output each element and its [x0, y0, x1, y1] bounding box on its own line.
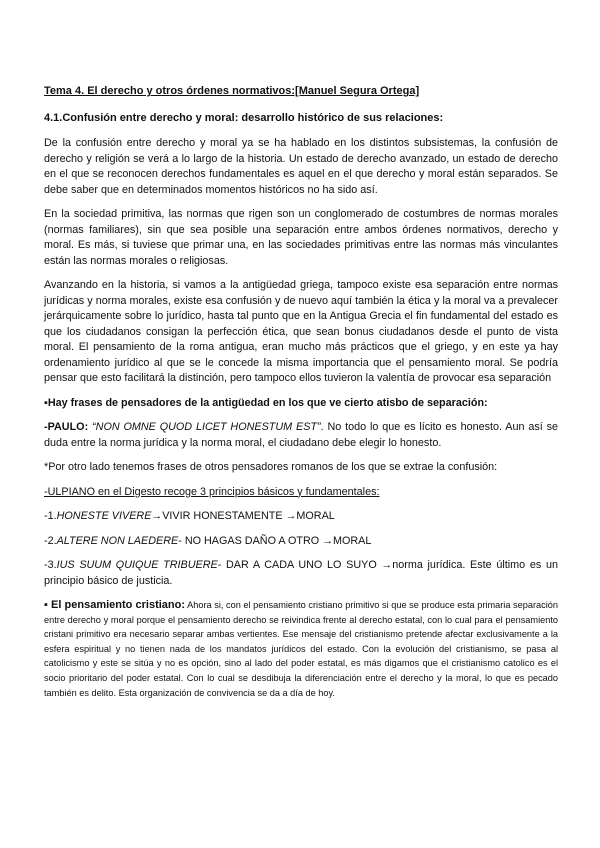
principle-item-2 [44, 534, 558, 550]
cristiano-text: Ahora si, con el pensamiento cristiano primitivo si que se produce esta primaria separación entre derecho y moral porque el pensamiento derecho se reivindica frente al derecho estatal, con lo cual para el pensamiento cristani primitivo era necesario separar ambas vertientes. Ese mensaje del cristianismo pretende afectar exclusivamente a la esfera espiritual y no tienen nada de los mandatos jurídicos del estado. Con la evolución del cristianismo, se pasa al catolicismo y este se sitúa y no es opción, sino al lado del poder estatal, es más digamos que el cristianismo catolico es el socio prioritario del poder estatal. Con lo cual se desdibuja la diferenciación entre el derecho y la moral, lo que es pecado también es delito. Esta organización de convivencia se da a día de hoy. [44, 600, 558, 698]
section-heading: 4.1.Confusión entre derecho y moral: desarrollo histórico de sus relaciones: [44, 112, 444, 124]
paulo-quote: “NON OMNE QUOD LICET HONESTUM EST” [92, 421, 321, 433]
document-title: Tema 4. El derecho y otros órdenes normativos:[Manuel Segura Ortega] [44, 85, 420, 97]
paragraph-2: En la sociedad primitiva, las normas que rigen son un conglomerado de costumbres de normas morales (normas familiares), sin que sea posible una separación entre ambos órdenes normativos, derecho y moral. Es más, si tuviese que primar una, en las sociedades primitivas entre las normas más vinculantes están las normas morales o religiosas. [44, 208, 558, 267]
ulpiano-line: -ULPIANO en el Digesto recoge 3 principios básicos y fundamentales: [44, 485, 380, 498]
document-page [44, 84, 558, 700]
item-text: - NO HAGAS DAÑO A OTRO →MORAL [178, 534, 372, 547]
item-latin: HONESTE VIVERE [56, 510, 152, 522]
item-number: -2. [44, 534, 57, 547]
principle-item-1 [44, 509, 558, 525]
item-text: →VIVIR HONESTAMENTE →MORAL [151, 510, 335, 522]
item-latin: ALTERE NON LAEDERE [56, 534, 179, 547]
paragraph-1: De la confusión entre derecho y moral ya se ha hablado en los distintos subsistemas, la confusión de derecho y religión se verá a lo largo de la historia. Un estado de derecho avanzado, un estado de derecho en el que se reconocen derechos fundamentales es aquel en el que derecho y moral están separados. Se debe saber que en determinados momentos históricos no ha sido así. [44, 137, 558, 196]
paragraph-4: ▪Hay frases de pensadores de la antigüedad en los que ve cierto atisbo de separación: [44, 396, 488, 409]
paulo-paragraph [44, 420, 558, 451]
cristiano-paragraph [44, 598, 558, 700]
item-latin: IUS SUUM QUIQUE TRIBUERE [56, 559, 218, 571]
item-number: -1. [44, 510, 57, 522]
item-text: - DAR A CADA UNO LO SUYO →norma jurídica. Este último es un principio básico de justicia. [44, 559, 558, 587]
paulo-label: -PAULO: [44, 421, 89, 433]
principle-item-3 [44, 558, 558, 589]
item-number: -3. [44, 559, 57, 571]
cristiano-lead: ▪ El pensamiento cristiano: [44, 599, 186, 611]
paulo-rest: . No todo lo que es lícito es honesto. Aun así se duda entre la norma jurídica y la norma moral, el ciudadano debe elegir lo honesto. [44, 421, 559, 449]
paragraph-3: Avanzando en la historia, si vamos a la antigüedad griega, tampoco existe esa separación entre normas jurídicas y norma morales, existe esa confusión y de nuevo aquí también la ética y la moral va a prevalecer jerárquicamente sobre lo jurídico, hasta tal punto que en la Antigua Grecia el fin fundamental del estado es que los ciudadanos consigan la perfección ética, que sean bonus ciudadanos desde el punto de vista moral. El pensamiento de la roma antigua, eran mucho más prácticos que el griego, y en este ya hay ordenamiento jurídico al que se le concede la misma importancia que el pensamiento moral. Se podría pensar que esto facilitará la distinción, pero tampoco ellos tuvieron la valentía de provocar esa separación [44, 279, 558, 384]
paragraph-5: *Por otro lado tenemos frases de otros pensadores romanos de los que se extrae la confusión: [44, 461, 498, 473]
